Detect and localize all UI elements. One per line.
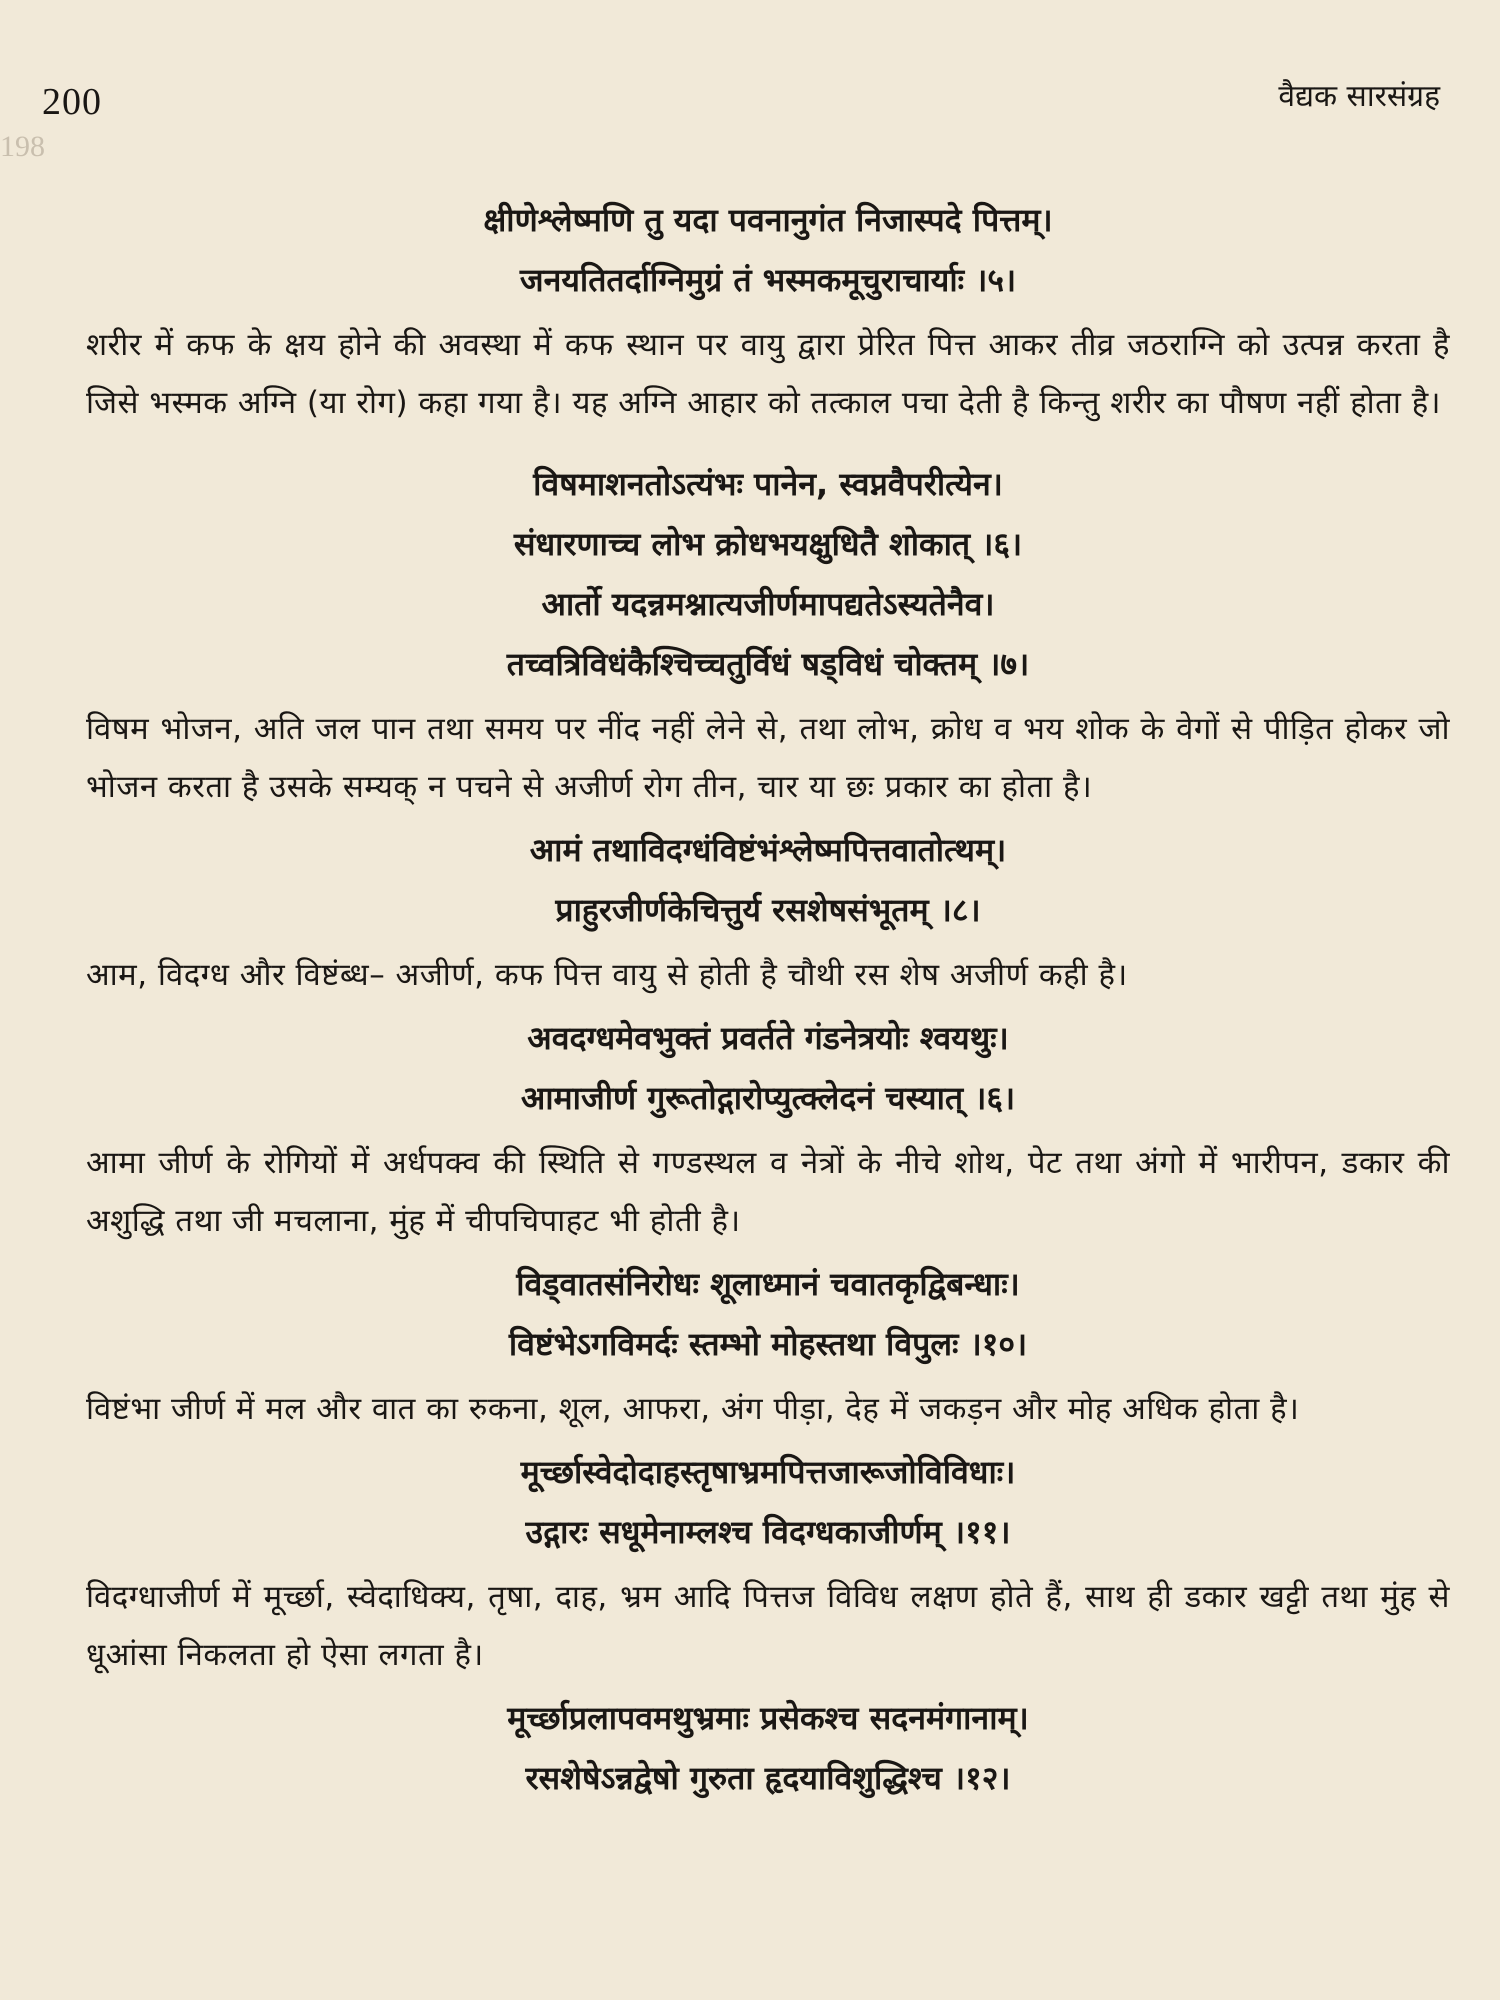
shloka-line: विष्टंभेऽगविमर्दः स्तम्भो मोहस्तथा विपुलः ।१०। [508, 1325, 1028, 1363]
shloka-line: तच्वत्रिविधंकैश्चिच्चतुर्विधं षड्विधं चोक्तम् ।७। [506, 645, 1030, 683]
shloka-verse-12 [86, 1688, 1450, 1808]
shloka-line: प्राहुरजीर्णकेचित्तुर्य रसशेषसंभूतम् ।८। [555, 891, 981, 929]
shloka-line: अवदग्धमेवभुक्तं प्रवर्तते गंडनेत्रयोः श्वयथुः। [527, 1019, 1009, 1057]
page-body [86, 190, 1450, 1808]
shloka-verse-8 [86, 820, 1450, 940]
commentary-paragraph: शरीर में कफ के क्षय होने की अवस्था में कफ स्थान पर वायु द्वारा प्रेरित पित्त आकर तीव्र जठराग्नि को उत्पन्न करता है जिसे भस्मक अग्नि (या रोग) कहा गया है। यह अग्नि आहार को तत्काल पचा देती है किन्तु शरीर का पौषण नहीं होता है। [86, 327, 1450, 421]
shloka-verse-10 [86, 1254, 1450, 1374]
commentary-paragraph: आम, विदग्ध और विष्टंब्ध– अजीर्ण, कफ पित्त वायु से होती है चौथी रस शेष अजीर्ण कही है। [86, 957, 1128, 993]
shloka-line: विषमाशनतोऽत्यंभः पानेन, स्वप्नवैपरीत्येन। [533, 465, 1003, 503]
shloka-line: उद्गारः सधूमेनाम्लश्च विदग्धकाजीर्णम् ।११। [525, 1513, 1011, 1551]
commentary-paragraph: आमा जीर्ण के रोगियों में अर्धपक्व की स्थिति से गण्डस्थल व नेत्रों के नीचे शोथ, पेट तथा अंगो में भारीपन, डकार की अशुद्धि तथा जी मचलाना, मुंह में चीपचिपाहट भी होती है। [86, 1145, 1450, 1239]
running-header-title: वैद्यक सारसंग्रह [1278, 79, 1440, 114]
page-number: 200 [42, 81, 102, 123]
commentary-paragraph: विषम भोजन, अति जल पान तथा समय पर नींद नहीं लेने से, तथा लोभ, क्रोध व भय शोक के वेगों से पीड़ित होकर जो भोजन करता है उसके सम्यक् न पचने से अजीर्ण रोग तीन, चार या छः प्रकार का होता है। [86, 711, 1450, 805]
shloka-line: क्षीणेश्लेष्मणि तु यदा पवनानुगंत निजास्पदे पित्तम्। [483, 201, 1053, 239]
commentary-paragraph: विदग्धाजीर्ण में मूर्च्छा, स्वेदाधिक्य, तृषा, दाह, भ्रम आदि पित्तज विविध लक्षण होते हैं, साथ ही डकार खट्टी तथा मुंह से धूआंसा निकलता हो ऐसा लगता है। [86, 1579, 1450, 1673]
shloka-verse-11 [86, 1442, 1450, 1562]
shloka-line: आमं तथाविदग्धंविष्टंभंश्लेष्मपित्तवातोत्थम्। [529, 831, 1007, 869]
shloka-line: मूर्च्छास्वेदोदाहस्तृषाभ्रमपित्तजारूजोविविधाः। [520, 1453, 1016, 1491]
shloka-line: मूर्च्छाप्रलापवमथुभ्रमाः प्रसेकश्च सदनमंगानाम्। [507, 1699, 1029, 1737]
shloka-line: रसशेषेऽन्नद्वेषो गुरुता हृदयाविशुद्धिश्च ।१२। [525, 1759, 1011, 1797]
shloka-verse-5 [86, 190, 1450, 310]
commentary-paragraph: विष्टंभा जीर्ण में मल और वात का रुकना, शूल, आफरा, अंग पीड़ा, देह में जकड़न और मोह अधिक होता है। [86, 1391, 1300, 1427]
shloka-line: जनयतितर्दाग्निमुग्रं तं भस्मकमूचुराचार्याः ।५। [519, 261, 1017, 299]
shloka-line: संधारणाच्च लोभ क्रोधभयक्षुधितै शोकात् ।६। [513, 525, 1023, 563]
bleed-through-page-number: 198 [0, 130, 45, 163]
shloka-line: आमाजीर्ण गुरूतोद्गारोप्युत्क्लेदनं चस्यात् ।६। [520, 1079, 1016, 1117]
shloka-line: विड्वातसंनिरोधः शूलाध्मानं चवातकृद्विबन्धाः। [516, 1265, 1020, 1303]
shloka-verse-9 [86, 1008, 1450, 1128]
shloka-verse-6-7 [86, 454, 1450, 694]
shloka-line: आर्तो यदन्नमश्नात्यजीर्णमापद्यतेऽस्यतेनैव। [541, 585, 995, 623]
